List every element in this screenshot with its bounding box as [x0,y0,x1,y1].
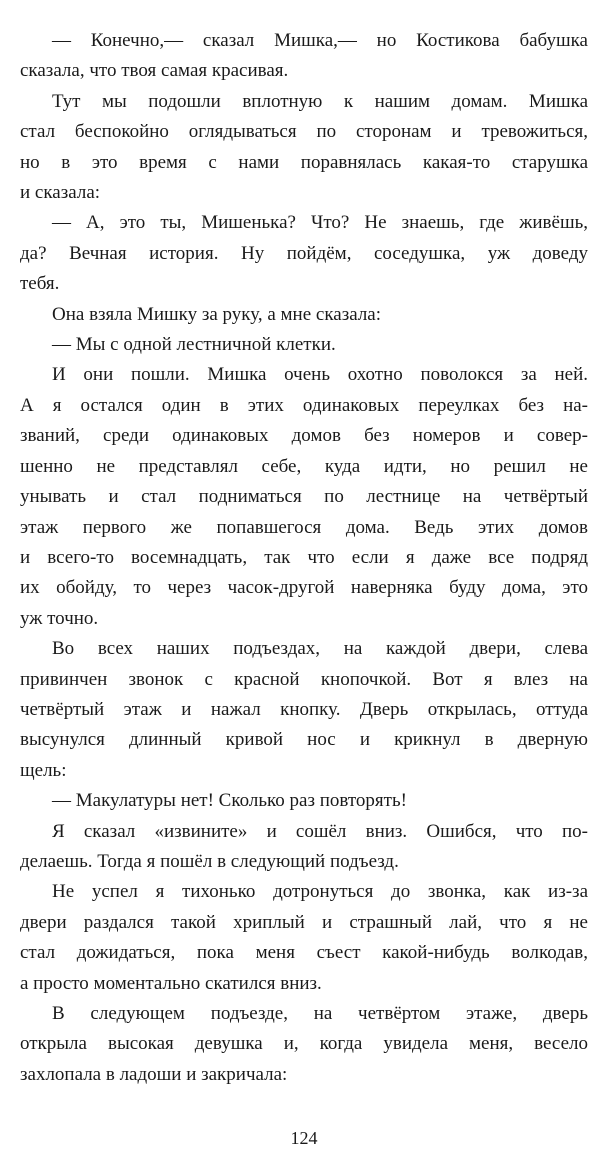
text-line: высунулся длинный кривой нос и крикнул в дверную [20,729,588,751]
text-line: и всего-то восемнадцать, так что если я даже все подряд [20,546,588,568]
text-line: уж точно. [20,607,99,629]
text-line: Не успел я тихонько дотронуться до звонка, как из-за [52,881,588,903]
text-line: — Мы с одной лестничной клетки. [52,334,336,356]
text-line: шенно не представлял себе, куда идти, но решил не [20,455,588,477]
text-line: открыла высокая девушка и, когда увидела меня, весело [20,1033,588,1055]
text-line: Тут мы подошли вплотную к нашим домам. Мишка [52,90,588,112]
text-line: привинчен звонок с красной кнопочкой. Вот я влез на [20,668,588,690]
text-line: этаж первого же попавшегося дома. Ведь этих домов [20,516,588,538]
text-line: делаешь. Тогда я пошёл в следующий подъезд. [20,850,399,872]
paragraph [20,330,588,360]
text-line: захлопала в ладоши и закричала: [20,1063,288,1085]
text-line: Я сказал «извините» и сошёл вниз. Ошибся, что по- [52,820,588,842]
text-line: сказала, что твоя самая красивая. [20,60,289,82]
paragraph [20,208,588,299]
text-line: званий, среди одинаковых домов без номеров и совер- [20,425,588,447]
text-line: а просто моментально скатился вниз. [20,972,322,994]
paragraph [20,817,588,878]
text-line: двери раздался такой хриплый и страшный лай, что я не [20,911,588,933]
paragraph [20,877,588,999]
page-number: 124 [290,1128,318,1149]
text-line: А я остался один в этих одинаковых переулках без на- [20,394,588,416]
paragraph [20,26,588,87]
text-line: Во всех наших подъездах, на каждой двери, слева [52,638,588,660]
page-body-text [20,26,588,1090]
text-line: щель: [20,759,67,781]
text-line: В следующем подъезде, на четвёртом этаже, дверь [52,1003,588,1024]
text-line: да? Вечная история. Ну пойдём, соседушка, уж доведу [20,242,588,264]
text-line: стал дожидаться, пока меня съест какой-нибудь волкодав, [20,942,588,964]
text-line: — Конечно,— сказал Мишка,— но Костикова бабушка [52,30,588,51]
text-line: унывать и стал подниматься по лестнице на четвёртый [20,486,588,508]
text-line: тебя. [20,273,60,295]
text-line: — Макулатуры нет! Сколько раз повторять! [52,790,407,812]
text-line: но в это время с нами поравнялась какая-то старушка [20,151,588,173]
text-line: четвёртый этаж и нажал кнопку. Дверь открылась, оттуда [20,698,588,720]
text-line: И они пошли. Мишка очень охотно поволокся за ней. [52,364,588,386]
paragraph [20,999,588,1090]
paragraph [20,634,588,786]
paragraph [20,300,588,330]
text-line: Она взяла Мишку за руку, а мне сказала: [52,303,382,325]
text-line: стал беспокойно оглядываться по сторонам и тревожиться, [20,121,588,143]
text-line: и сказала: [20,182,101,204]
paragraph [20,786,588,816]
text-line: — А, это ты, Мишенька? Что? Не знаешь, где живёшь, [52,212,588,234]
paragraph [20,360,588,634]
text-line: их обойду, то через часок-другой наверняка буду дома, это [20,577,588,599]
paragraph [20,87,588,209]
